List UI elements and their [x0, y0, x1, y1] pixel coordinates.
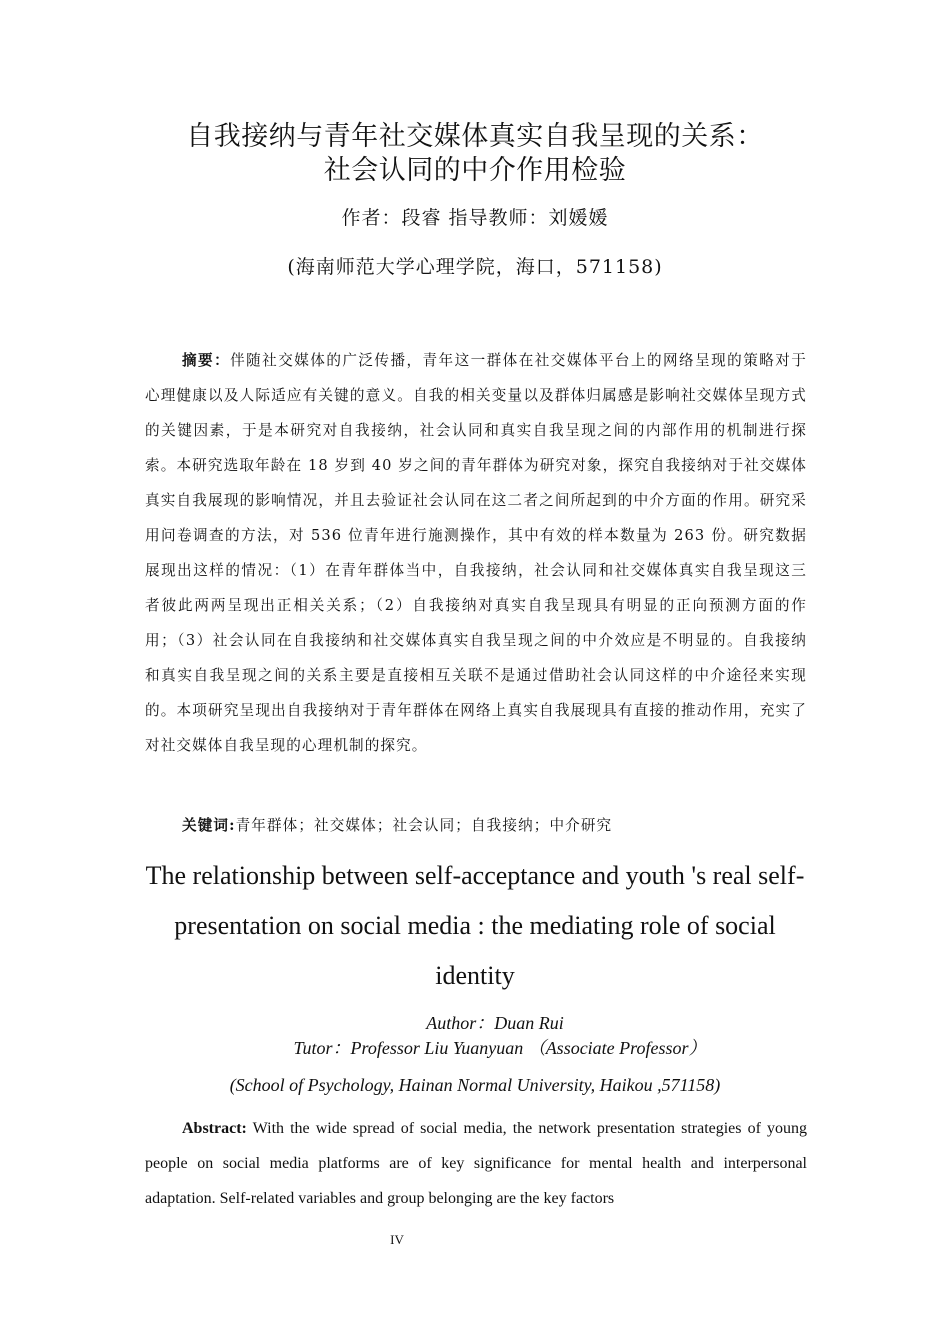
chinese-title-line-1: 自我接纳与青年社交媒体真实自我呈现的关系：: [186, 121, 764, 152]
chinese-author-line: 作者：段睿 指导教师：刘媛媛: [341, 207, 609, 229]
english-tutor: Tutor：Professor Liu Yuanyuan （Associate Professor）: [293, 1038, 707, 1058]
chinese-abstract: [145, 343, 807, 763]
english-author-line: [220, 1011, 780, 1061]
chinese-keywords-label: 关键词:: [182, 817, 236, 834]
chinese-abstract-text: 伴随社交媒体的广泛传播，青年这一群体在社交媒体平台上的网络呈现的策略对于心理健康以及人际适应有关键的意义。自我的相关变量以及群体归属感是影响社交媒体呈现方式的关键因素，于是本研究对自我接纳，社会认同和真实自我呈现之间的内部作用的机制进行探索。本研究选取年龄在 18 岁到 40 岁之间的青年群体为研究对象，探究自我接纳对于社交媒体真实自我展现的影响情况，并且去验证社会认同在这二者之间所起到的中介方面的作用。研究采用问卷调查的方法，对 536 位青年进行施测操作，其中有效的样本数量为 263 份。研究数据展现出这样的情况：（1）在青年群体当中，自我接纳，社会认同和社交媒体真实自我呈现这三者彼此两两呈现出正相关关系；（2）自我接纳对真实自我呈现具有明显的正向预测方面的作用；（3）社会认同在自我接纳和社交媒体真实自我呈现之间的中介效应是不明显的。自我接纳和真实自我呈现之间的关系主要是直接相互关联不是通过借助社会认同这样的中介途径来实现的。本项研究呈现出自我接纳对于青年群体在网络上真实自我展现具有直接的推动作用，充实了对社交媒体自我呈现的心理机制的探究。: [145, 352, 807, 754]
english-affiliation: (School of Psychology, Hainan Normal University, Haikou ,571158): [229, 1075, 721, 1095]
english-abstract-label: Abstract:: [182, 1120, 247, 1137]
english-abstract-text: With the wide spread of social media, the network presentation strategies of young people on social media platforms are of key significance for mental health and interpersonal adaptation. Self-related variables and group belonging are the key factors: [145, 1120, 807, 1207]
page-number: IV: [390, 1232, 404, 1247]
chinese-affiliation: (海南师范大学心理学院，海口，571158): [287, 256, 663, 278]
english-abstract: [145, 1111, 807, 1216]
english-title: The relationship between self-acceptance and youth 's real self-presentation on social media : the mediating role of social identity: [145, 861, 805, 990]
chinese-keywords-text: 青年群体；社交媒体；社会认同；自我接纳；中介研究: [235, 817, 613, 834]
chinese-keywords: [145, 808, 807, 843]
chinese-title-line-2: 社会认同的中介作用检验: [323, 155, 627, 186]
english-author: Author：Duan Rui: [426, 1013, 564, 1033]
chinese-abstract-label: 摘要：: [182, 352, 231, 369]
